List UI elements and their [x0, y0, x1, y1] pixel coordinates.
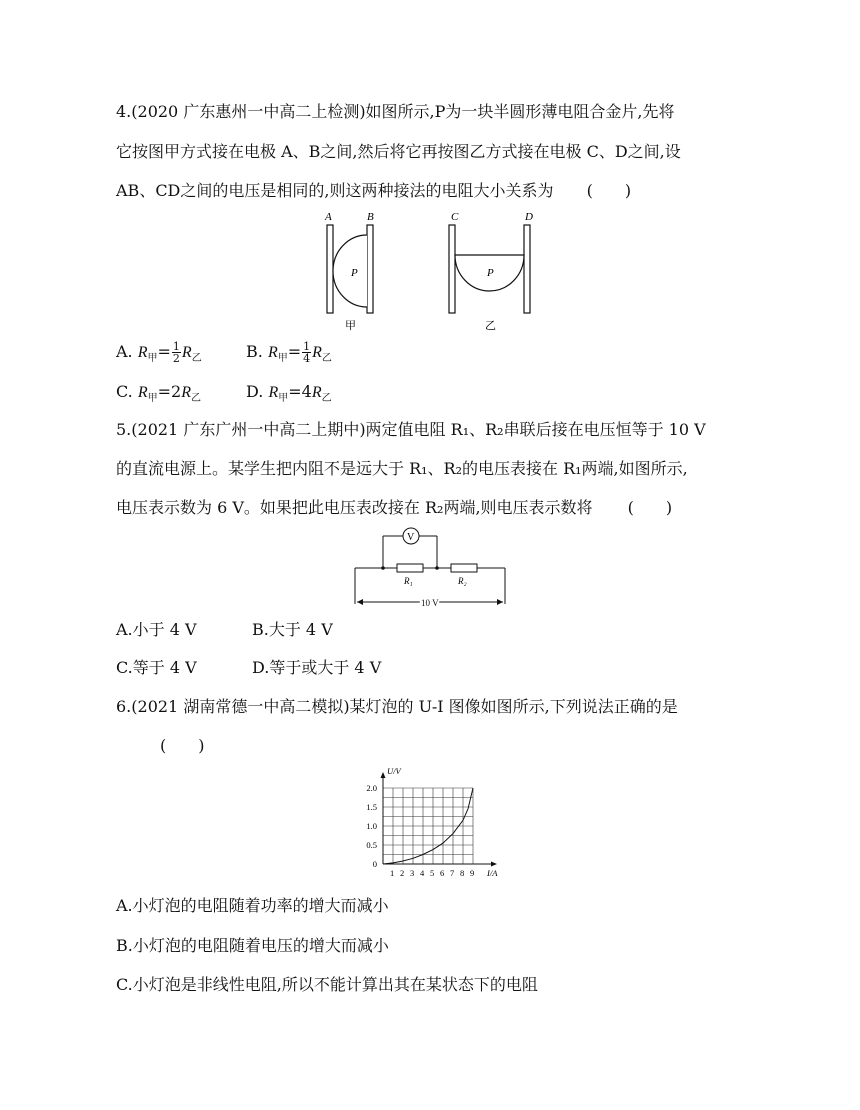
q5-line-3-text: 电压表示数为 6 V。如果把此电压表改接在 R₂两端,则电压表示数将: [116, 498, 593, 517]
y-tick-label: 1.0: [366, 821, 377, 831]
coefficient: 2: [171, 382, 182, 401]
q6-option-b[interactable]: B.小灯泡的电阻随着电压的增大而减小: [116, 936, 389, 955]
x-tick-label: 3: [410, 868, 415, 878]
subscript: 乙: [191, 353, 202, 364]
resistance-symbol: R: [312, 344, 322, 361]
q6-line-1: 6.(2021 湖南常德一中高二模拟)某灯泡的 U-I 图像如图所示,下列说法正确的是: [116, 697, 678, 716]
q4-label-A: A: [325, 211, 332, 223]
q4-option-d[interactable]: [246, 380, 332, 407]
q4-plate-jia: [333, 235, 367, 307]
q4-label-P-jia: P: [351, 267, 358, 279]
q4-option-b[interactable]: [246, 340, 332, 367]
fraction-numerator: 1: [172, 340, 180, 353]
x-tick-label: 4: [420, 868, 425, 878]
fraction-numerator: 1: [303, 340, 311, 353]
q4-line-2: 它按图甲方式接在电极 A、B之间,然后将它再按图乙方式接在电极 C、D之间,设: [116, 142, 681, 161]
y-tick-label: 2.0: [366, 783, 377, 793]
q4-label-B: B: [367, 211, 374, 223]
q5-line-3: [116, 496, 672, 520]
x-tick-label: 7: [450, 868, 455, 878]
fraction-denominator: 4: [303, 352, 311, 365]
equals-sign: =: [157, 342, 171, 361]
subscript: 甲: [147, 353, 158, 364]
q6-option-a[interactable]: A.小灯泡的电阻随着功率的增大而减小: [116, 896, 389, 915]
source-voltage-label: 10 V: [421, 598, 439, 608]
subscript: 乙: [321, 353, 332, 364]
electrode-B: [367, 225, 373, 313]
subscript: 乙: [321, 393, 332, 404]
subscript: 甲: [147, 393, 158, 404]
x-tick-label: 6: [440, 868, 445, 878]
r2-label: R₂: [458, 576, 467, 586]
q4-caption-yi: 乙: [485, 320, 496, 332]
x-tick-label: 9: [470, 868, 475, 878]
x-tick-label: 8: [460, 868, 465, 878]
resistor-r1: [397, 564, 423, 572]
q4-line-3-text: AB、CD之间的电压是相同的,则这两种接法的电阻大小关系为: [116, 181, 554, 200]
q5-circuit: [345, 524, 515, 612]
y-axis-label: U/V: [387, 768, 401, 776]
y-axis-arrow-icon: [381, 772, 386, 778]
q5-answer-paren: ( ): [627, 498, 673, 517]
resistance-symbol: R: [181, 384, 191, 401]
option-letter: B.: [246, 342, 268, 361]
subscript: 乙: [191, 393, 201, 404]
resistance-symbol: R: [181, 344, 192, 361]
resistance-symbol: R: [268, 384, 279, 401]
fraction: [302, 341, 311, 364]
q5-option-d[interactable]: D.等于或大于 4 V: [252, 658, 382, 677]
voltmeter-label: V: [407, 532, 415, 543]
resistor-r2: [451, 564, 477, 572]
x-tick-label: 5: [430, 868, 435, 878]
r1-label: R₁: [404, 576, 413, 586]
q5-option-b[interactable]: B.大于 4 V: [252, 620, 333, 639]
q5-option-c[interactable]: C.等于 4 V: [116, 658, 197, 677]
equals-sign: =: [288, 382, 302, 401]
resistance-symbol: R: [137, 384, 148, 401]
x-axis-arrow-icon: [491, 862, 497, 867]
y-tick-label: 0: [372, 859, 377, 869]
q4-option-a[interactable]: [116, 340, 202, 367]
option-letter: C.: [116, 382, 138, 401]
coefficient: 4: [301, 382, 312, 401]
electrode-C: [449, 225, 455, 313]
q6-option-c[interactable]: C.小灯泡是非线性电阻,所以不能计算出其在某状态下的电阻: [116, 975, 538, 994]
q4-figure: [315, 205, 555, 335]
option-letter: D.: [246, 382, 269, 401]
arrow-right-icon: [497, 599, 503, 605]
electrode-D: [524, 225, 530, 313]
fraction-denominator: 2: [172, 352, 180, 365]
subscript: 甲: [278, 393, 289, 404]
x-axis-label: I/A: [487, 868, 498, 878]
q5-line-1: 5.(2021 广东广州一中高二上期中)两定值电阻 R₁、R₂串联后接在电压恒等于 10 V: [116, 420, 706, 439]
q5-line-2: 的直流电源上。某学生把内阻不是远大于 R₁、R₂的电压表接在 R₁两端,如图所示,: [116, 459, 688, 478]
resistance-symbol: R: [311, 384, 322, 401]
fraction: [172, 341, 181, 364]
q4-line-1: 4.(2020 广东惠州一中高二上检测)如图所示,P为一块半圆形薄电阻合金片,先将: [116, 102, 675, 121]
q4-option-c[interactable]: [116, 380, 201, 407]
junction-dot: [435, 566, 439, 570]
electrode-A: [327, 225, 333, 313]
q4-label-P-yi: P: [487, 267, 494, 279]
y-tick-label: 1.5: [366, 802, 377, 812]
arrow-left-icon: [357, 599, 363, 605]
resistance-symbol: R: [137, 344, 148, 361]
y-tick-label: 0.5: [366, 840, 377, 850]
equals-sign: =: [287, 342, 302, 361]
equals-sign: =: [157, 382, 172, 401]
x-tick-label: 2: [400, 868, 405, 878]
q5-option-a[interactable]: A.小于 4 V: [116, 620, 197, 639]
q4-answer-paren: ( ): [586, 181, 632, 200]
option-letter: A.: [116, 342, 138, 361]
q4-label-C: C: [451, 211, 459, 223]
subscript: 甲: [277, 353, 288, 364]
q4-caption-jia: 甲: [345, 320, 356, 332]
x-tick-label: 1: [390, 868, 395, 878]
q4-label-D: D: [525, 211, 533, 223]
junction-dot: [381, 566, 385, 570]
ui-chart: [345, 768, 505, 880]
q6-answer-paren: ( ): [160, 736, 205, 755]
q4-line-3: [116, 179, 631, 203]
resistance-symbol: R: [267, 344, 278, 361]
